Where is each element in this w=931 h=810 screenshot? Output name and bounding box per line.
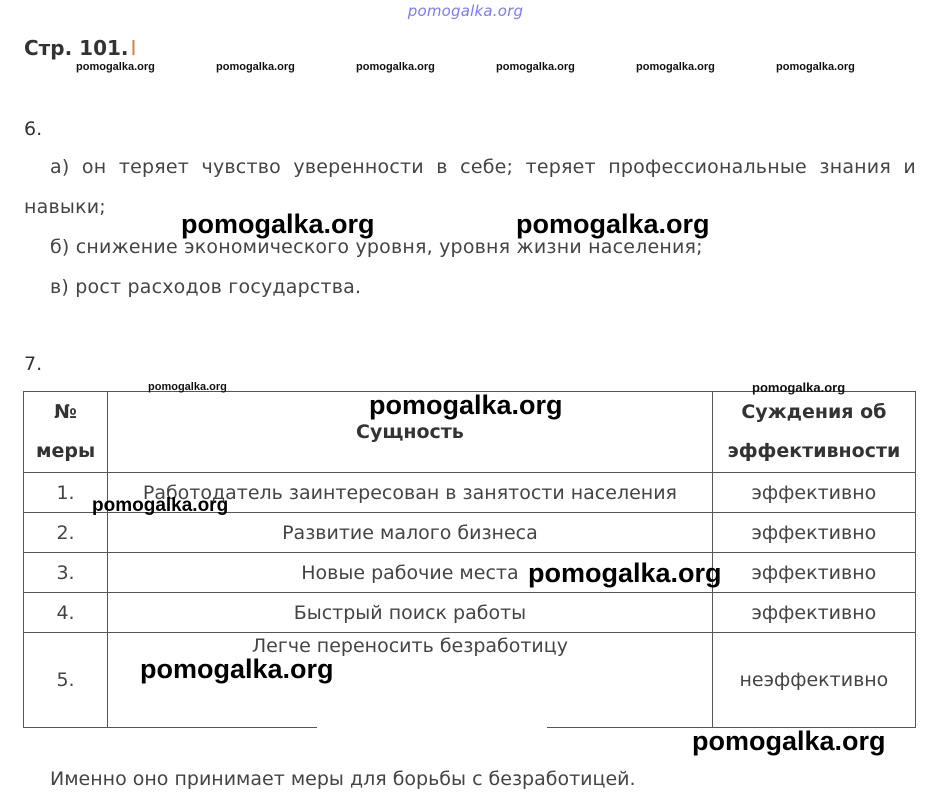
small-watermark: pomogalka.org [76,61,155,73]
header-evaluation-line2: эффективности [727,440,901,462]
row-evaluation: эффективно [712,553,915,593]
task6-answer-b: б) снижение экономического уровня, уровня жизни населения; [50,236,703,258]
page-title [24,36,136,60]
big-watermark: pomogalka.org [92,495,229,516]
header-evaluation-line1: Суждения об [741,401,887,423]
big-watermark: pomogalka.org [369,390,563,420]
row-essence: Работодатель заинтересован в занятости населения [108,473,713,513]
task6-number: 6. [24,118,43,140]
table-border-gap [317,722,547,730]
row-number: 2. [24,513,108,553]
row-evaluation: эффективно [712,473,915,513]
header-essence: Сущность [108,392,713,473]
row-evaluation: эффективно [712,513,915,553]
header-number [24,392,108,473]
row-essence: Быстрый поиск работы [108,593,713,633]
table-row [24,593,916,633]
task6-answer-a-line2: навыки; [24,196,106,218]
row-essence: Легче переносить безработицу [108,633,713,728]
small-watermark: pomogalka.org [356,61,435,73]
table-row [24,553,916,593]
small-watermark: pomogalka.org [148,381,227,393]
top-watermark: pomogalka.org [407,2,524,20]
row-essence: Развитие малого бизнеса [108,513,713,553]
big-watermark: pomogalka.org [692,726,886,756]
header-number-line2: меры [35,440,96,462]
row-number: 4. [24,593,108,633]
title-mark: I [130,36,137,60]
row-number: 5. [24,633,108,728]
big-watermark: pomogalka.org [140,654,334,684]
row-number: 3. [24,553,108,593]
task6-answer-a-line1: а) он теряет чувство уверенности в себе; теряет профессиональные знания и [50,156,916,178]
header-evaluation [712,392,915,473]
big-watermark: pomogalka.org [181,209,375,239]
table-row [24,513,916,553]
header-number-line1: № [54,401,77,423]
small-watermark: pomogalka.org [776,61,855,73]
conclusion-text: Именно оно принимает меры для борьбы с безработицей. [50,768,636,790]
small-watermark: pomogalka.org [496,61,575,73]
row-evaluation: эффективно [712,593,915,633]
small-watermark: pomogalka.org [216,61,295,73]
page-title-text: Стр. 101. [24,36,129,60]
task6-answer-c: в) рост расходов государства. [50,276,362,298]
row-essence: Новые рабочие места [108,553,713,593]
big-watermark: pomogalka.org [516,209,710,239]
big-watermark: pomogalka.org [528,558,722,588]
row-number: 1. [24,473,108,513]
small-watermark: pomogalka.org [752,380,846,395]
small-watermark: pomogalka.org [636,61,715,73]
row-evaluation: неэффективно [712,633,915,728]
task7-number: 7. [24,353,43,375]
